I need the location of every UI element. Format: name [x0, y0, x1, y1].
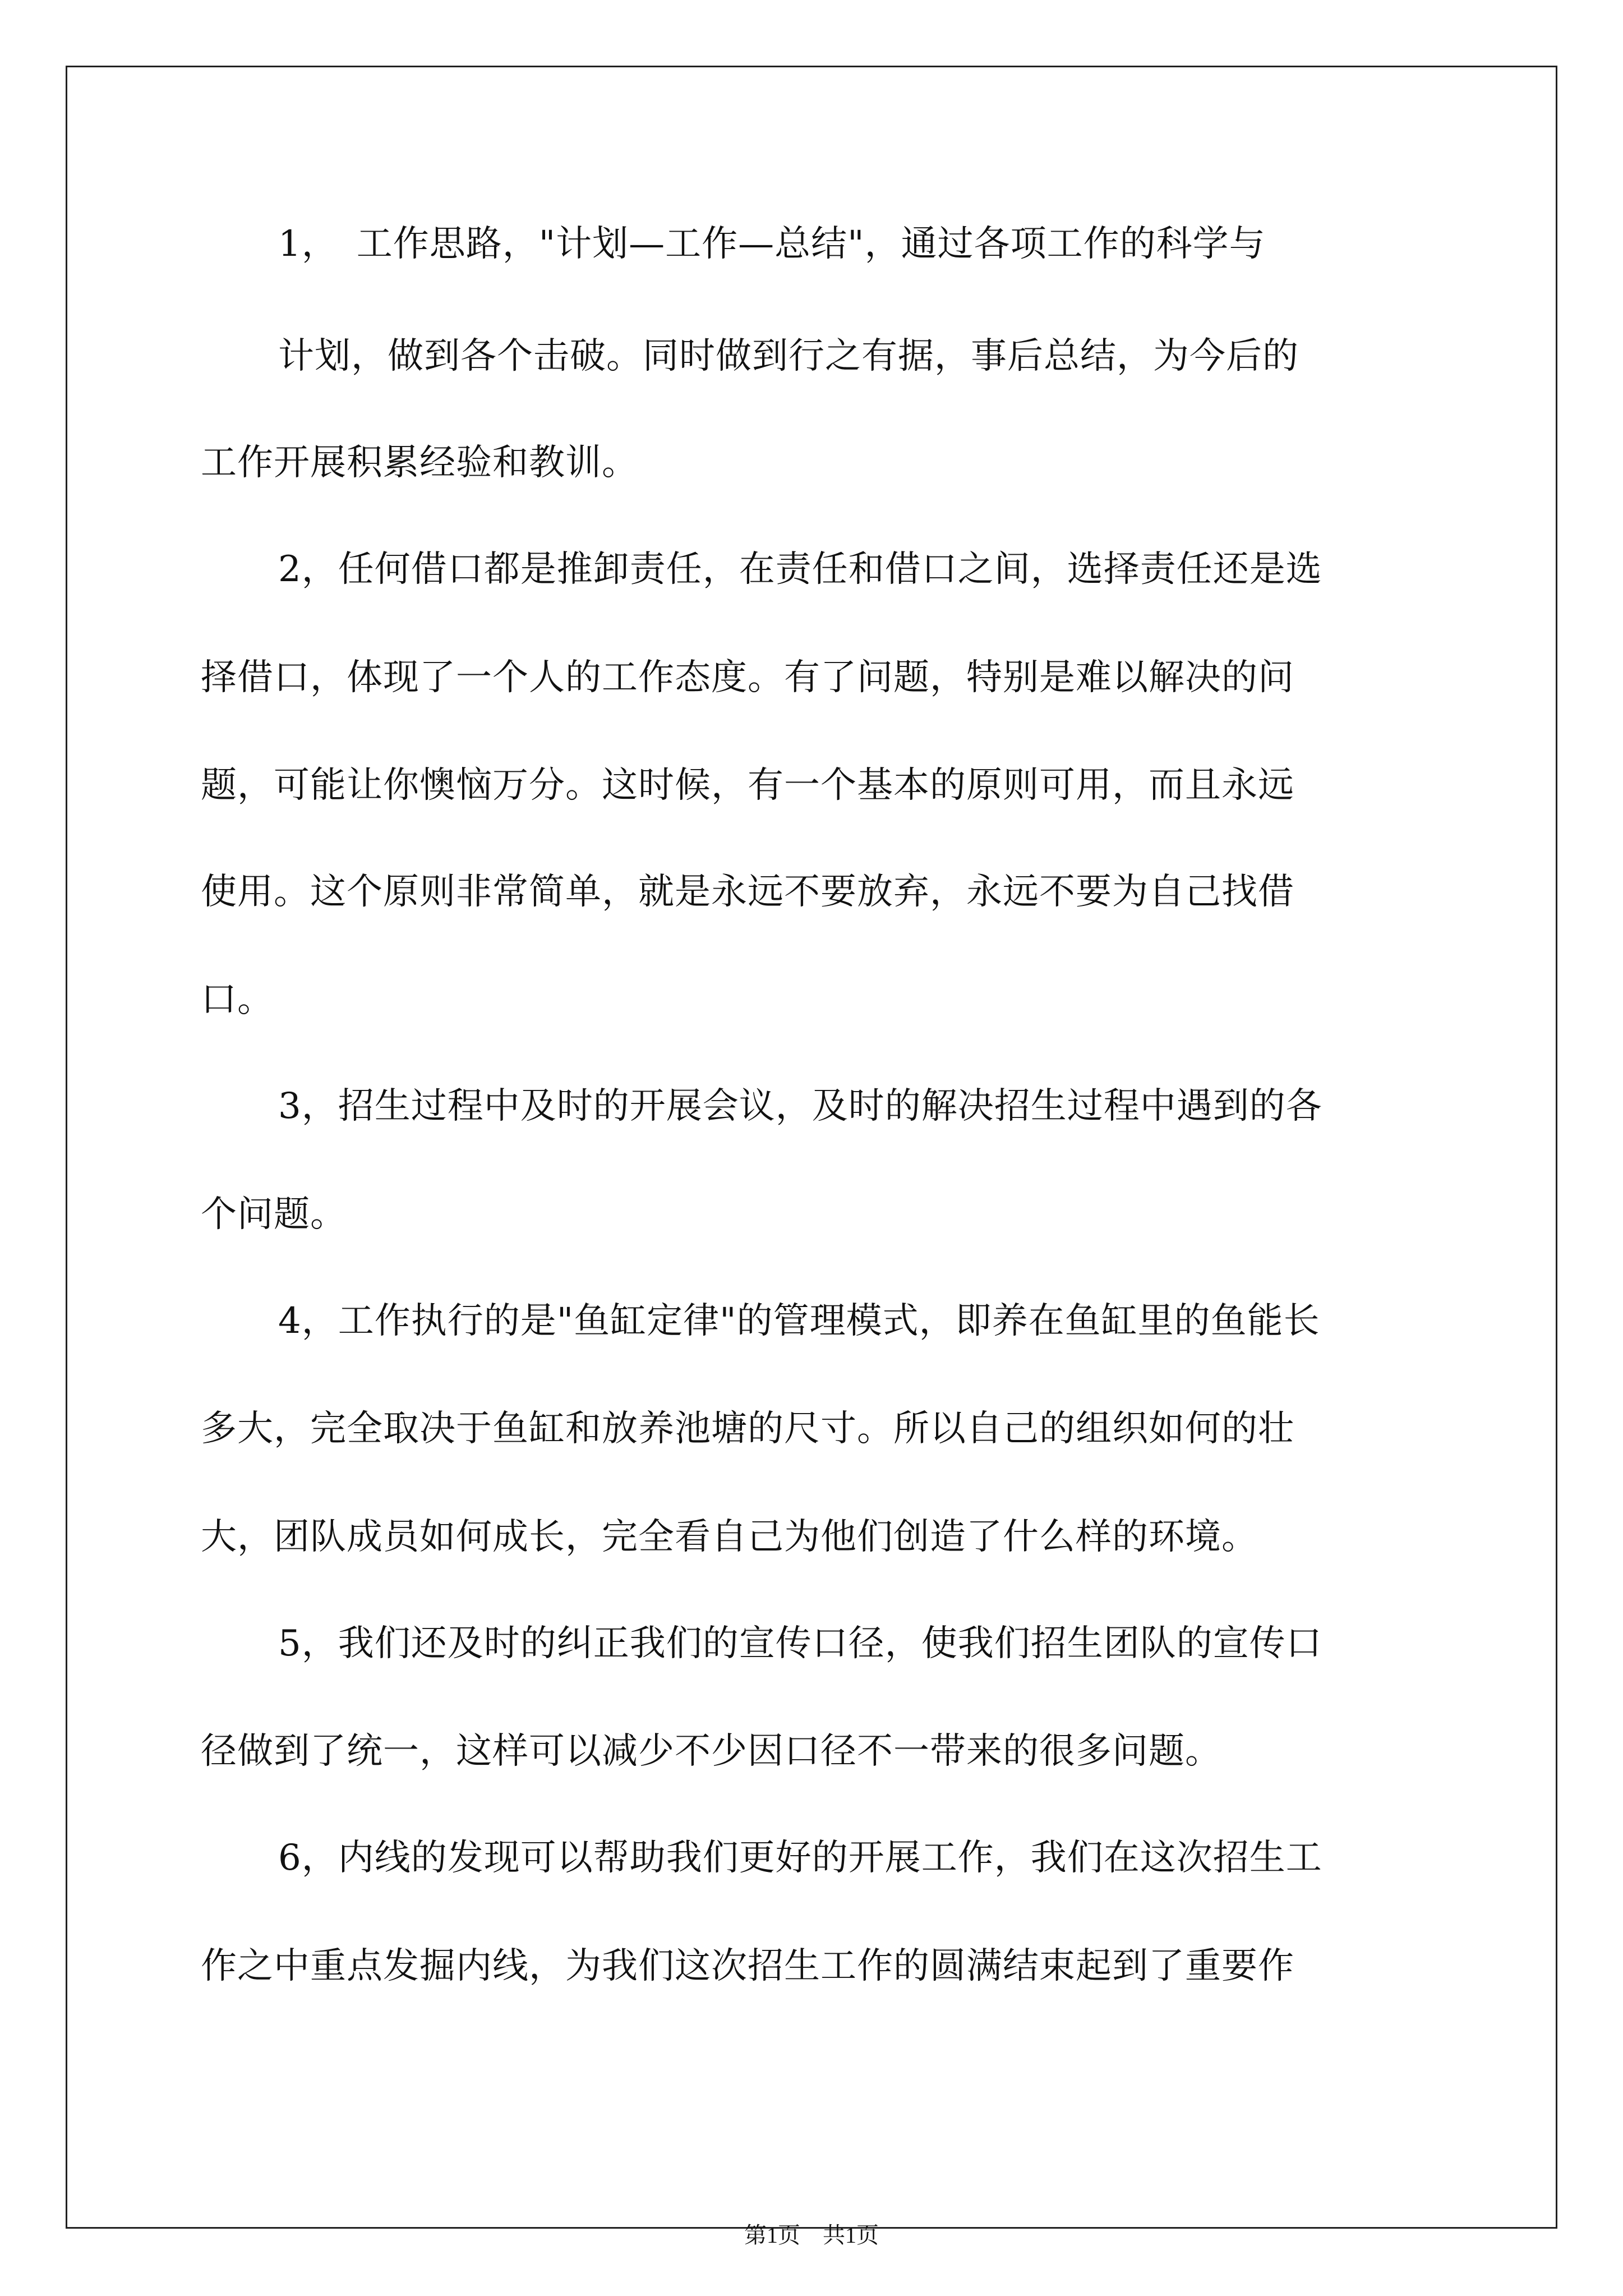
text-line: 6，内线的发现可以帮助我们更好的开展工作，我们在这次招生工 [278, 1837, 1322, 1879]
text-line: 径做到了统一，这样可以减少不少因口径不一带来的很多问题。 [201, 1731, 1221, 1772]
text-line: 5，我们还及时的纠正我们的宣传口径，使我们招生团队的宣传口 [278, 1623, 1322, 1664]
text-line: 大，团队成员如何成长，完全看自己为他们创造了什么样的环境。 [201, 1516, 1258, 1558]
text-line: 口。 [201, 979, 274, 1020]
text-line: 1， 工作思路，"计划—工作—总结"，通过各项工作的科学与 [278, 223, 1266, 265]
text-line: 作之中重点发掘内线，为我们这次招生工作的圆满结束起到了重要作 [201, 1945, 1294, 1987]
text-line: 2，任何借口都是推卸责任，在责任和借口之间，选择责任还是选 [278, 549, 1322, 590]
text-line: 个问题。 [201, 1194, 347, 1235]
text-line: 多大，完全取决于鱼缸和放养池塘的尺寸。所以自己的组织如何的壮 [201, 1408, 1294, 1450]
text-line: 择借口，体现了一个人的工作态度。有了问题，特别是难以解决的问 [201, 657, 1294, 698]
page-border [66, 66, 1557, 2229]
text-line: 计划，做到各个击破。同时做到行之有据，事后总结，为今后的 [278, 335, 1299, 377]
text-line: 工作开展积累经验和教训。 [201, 442, 638, 484]
text-line: 4，工作执行的是"鱼缸定律"的管理模式，即养在鱼缸里的鱼能长 [278, 1300, 1320, 1342]
text-line: 3，招生过程中及时的开展会议，及时的解决招生过程中遇到的各 [278, 1085, 1322, 1127]
text-line: 使用。这个原则非常简单，就是永远不要放弃，永远不要为自己找借 [201, 871, 1294, 913]
text-line: 题，可能让你懊恼万分。这时候，有一个基本的原则可用，而且永远 [201, 765, 1294, 806]
page-footer: 第1页 共1页 [744, 2223, 879, 2248]
